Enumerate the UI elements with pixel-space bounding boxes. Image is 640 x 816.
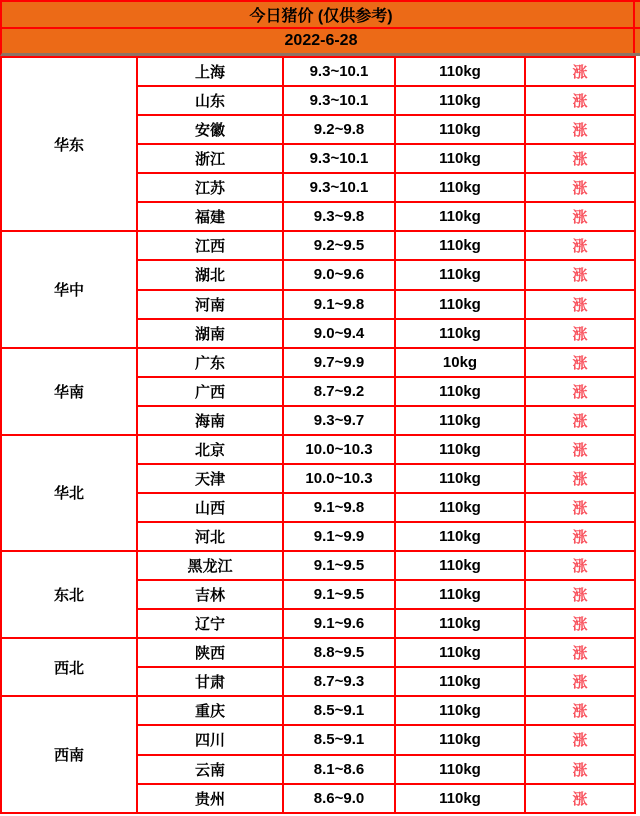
trend-cell: 涨 — [525, 755, 635, 784]
weight-cell: 110kg — [395, 86, 525, 115]
trend-cell: 涨 — [525, 696, 635, 725]
trend-cell: 涨 — [525, 377, 635, 406]
price-cell: 10.0~10.3 — [283, 435, 395, 464]
region-cell: 西南 — [1, 696, 137, 813]
province-cell: 湖南 — [137, 319, 283, 348]
province-cell: 甘肃 — [137, 667, 283, 696]
trend-cell: 涨 — [525, 406, 635, 435]
price-cell: 9.3~9.8 — [283, 202, 395, 231]
region-cell: 华北 — [1, 435, 137, 551]
title-row — [2, 2, 640, 29]
weight-cell: 110kg — [395, 667, 525, 696]
trend-cell: 涨 — [525, 580, 635, 609]
table-row — [1, 348, 635, 377]
trend-cell: 涨 — [525, 667, 635, 696]
trend-cell: 涨 — [525, 86, 635, 115]
table-row — [1, 696, 635, 725]
date-row — [2, 29, 640, 53]
trend-cell: 涨 — [525, 435, 635, 464]
weight-cell: 110kg — [395, 290, 525, 319]
province-cell: 广西 — [137, 377, 283, 406]
price-cell: 9.3~10.1 — [283, 144, 395, 173]
trend-cell: 涨 — [525, 115, 635, 144]
province-cell: 陕西 — [137, 638, 283, 667]
region-cell: 华东 — [1, 57, 137, 231]
price-table — [0, 56, 636, 814]
province-cell: 上海 — [137, 57, 283, 86]
weight-cell: 110kg — [395, 551, 525, 580]
price-cell: 9.2~9.5 — [283, 231, 395, 260]
region-cell: 华中 — [1, 231, 137, 347]
price-cell: 9.0~9.4 — [283, 319, 395, 348]
price-cell: 8.7~9.3 — [283, 667, 395, 696]
trend-cell: 涨 — [525, 522, 635, 551]
trend-cell: 涨 — [525, 202, 635, 231]
weight-cell: 110kg — [395, 144, 525, 173]
weight-cell: 110kg — [395, 115, 525, 144]
weight-cell: 110kg — [395, 202, 525, 231]
price-cell: 9.3~9.7 — [283, 406, 395, 435]
region-cell: 东北 — [1, 551, 137, 638]
price-cell: 8.1~8.6 — [283, 755, 395, 784]
region-cell: 华南 — [1, 348, 137, 435]
trend-cell: 涨 — [525, 551, 635, 580]
province-cell: 安徽 — [137, 115, 283, 144]
region-cell: 西北 — [1, 638, 137, 696]
province-cell: 海南 — [137, 406, 283, 435]
weight-cell: 110kg — [395, 231, 525, 260]
weight-cell: 110kg — [395, 784, 525, 813]
trend-cell: 涨 — [525, 348, 635, 377]
weight-cell: 110kg — [395, 377, 525, 406]
price-cell: 8.8~9.5 — [283, 638, 395, 667]
weight-cell: 110kg — [395, 173, 525, 202]
province-cell: 黑龙江 — [137, 551, 283, 580]
trend-cell: 涨 — [525, 784, 635, 813]
weight-cell: 110kg — [395, 755, 525, 784]
date-label: 2022-6-28 — [284, 32, 358, 49]
trend-cell: 涨 — [525, 493, 635, 522]
price-cell: 9.3~10.1 — [283, 173, 395, 202]
price-cell: 9.3~10.1 — [283, 57, 395, 86]
price-cell: 9.1~9.6 — [283, 609, 395, 638]
price-cell: 8.5~9.1 — [283, 725, 395, 754]
table-row — [1, 231, 635, 260]
province-cell: 广东 — [137, 348, 283, 377]
weight-cell: 110kg — [395, 725, 525, 754]
weight-cell: 110kg — [395, 609, 525, 638]
price-cell: 8.5~9.1 — [283, 696, 395, 725]
weight-cell: 110kg — [395, 696, 525, 725]
weight-cell: 110kg — [395, 580, 525, 609]
trend-cell: 涨 — [525, 260, 635, 289]
table-row — [1, 57, 635, 86]
weight-cell: 10kg — [395, 348, 525, 377]
province-cell: 山西 — [137, 493, 283, 522]
page-title: 今日猪价 (仅供参考) — [249, 8, 393, 25]
price-cell: 9.1~9.8 — [283, 493, 395, 522]
price-cell: 8.6~9.0 — [283, 784, 395, 813]
price-cell: 8.7~9.2 — [283, 377, 395, 406]
province-cell: 山东 — [137, 86, 283, 115]
price-cell: 9.7~9.9 — [283, 348, 395, 377]
trend-cell: 涨 — [525, 231, 635, 260]
weight-cell: 110kg — [395, 260, 525, 289]
trend-cell: 涨 — [525, 57, 635, 86]
province-cell: 江西 — [137, 231, 283, 260]
weight-cell: 110kg — [395, 464, 525, 493]
weight-cell: 110kg — [395, 638, 525, 667]
weight-cell: 110kg — [395, 57, 525, 86]
price-cell: 9.0~9.6 — [283, 260, 395, 289]
province-cell: 四川 — [137, 725, 283, 754]
province-cell: 重庆 — [137, 696, 283, 725]
province-cell: 天津 — [137, 464, 283, 493]
price-cell: 9.3~10.1 — [283, 86, 395, 115]
price-cell: 9.2~9.8 — [283, 115, 395, 144]
trend-cell: 涨 — [525, 725, 635, 754]
weight-cell: 110kg — [395, 319, 525, 348]
province-cell: 云南 — [137, 755, 283, 784]
trend-cell: 涨 — [525, 638, 635, 667]
trend-cell: 涨 — [525, 464, 635, 493]
trend-cell: 涨 — [525, 319, 635, 348]
province-cell: 浙江 — [137, 144, 283, 173]
price-table-body — [1, 57, 635, 813]
price-cell: 10.0~10.3 — [283, 464, 395, 493]
table-row — [1, 638, 635, 667]
weight-cell: 110kg — [395, 493, 525, 522]
table-row — [1, 551, 635, 580]
weight-cell: 110kg — [395, 435, 525, 464]
province-cell: 辽宁 — [137, 609, 283, 638]
province-cell: 河北 — [137, 522, 283, 551]
weight-cell: 110kg — [395, 406, 525, 435]
province-cell: 福建 — [137, 202, 283, 231]
province-cell: 江苏 — [137, 173, 283, 202]
trend-cell: 涨 — [525, 144, 635, 173]
province-cell: 北京 — [137, 435, 283, 464]
price-cell: 9.1~9.8 — [283, 290, 395, 319]
price-cell: 9.1~9.5 — [283, 580, 395, 609]
province-cell: 湖北 — [137, 260, 283, 289]
table-header — [0, 0, 640, 56]
trend-cell: 涨 — [525, 290, 635, 319]
table-row — [1, 435, 635, 464]
province-cell: 贵州 — [137, 784, 283, 813]
trend-cell: 涨 — [525, 173, 635, 202]
province-cell: 吉林 — [137, 580, 283, 609]
province-cell: 河南 — [137, 290, 283, 319]
weight-cell: 110kg — [395, 522, 525, 551]
trend-cell: 涨 — [525, 609, 635, 638]
price-cell: 9.1~9.9 — [283, 522, 395, 551]
price-cell: 9.1~9.5 — [283, 551, 395, 580]
